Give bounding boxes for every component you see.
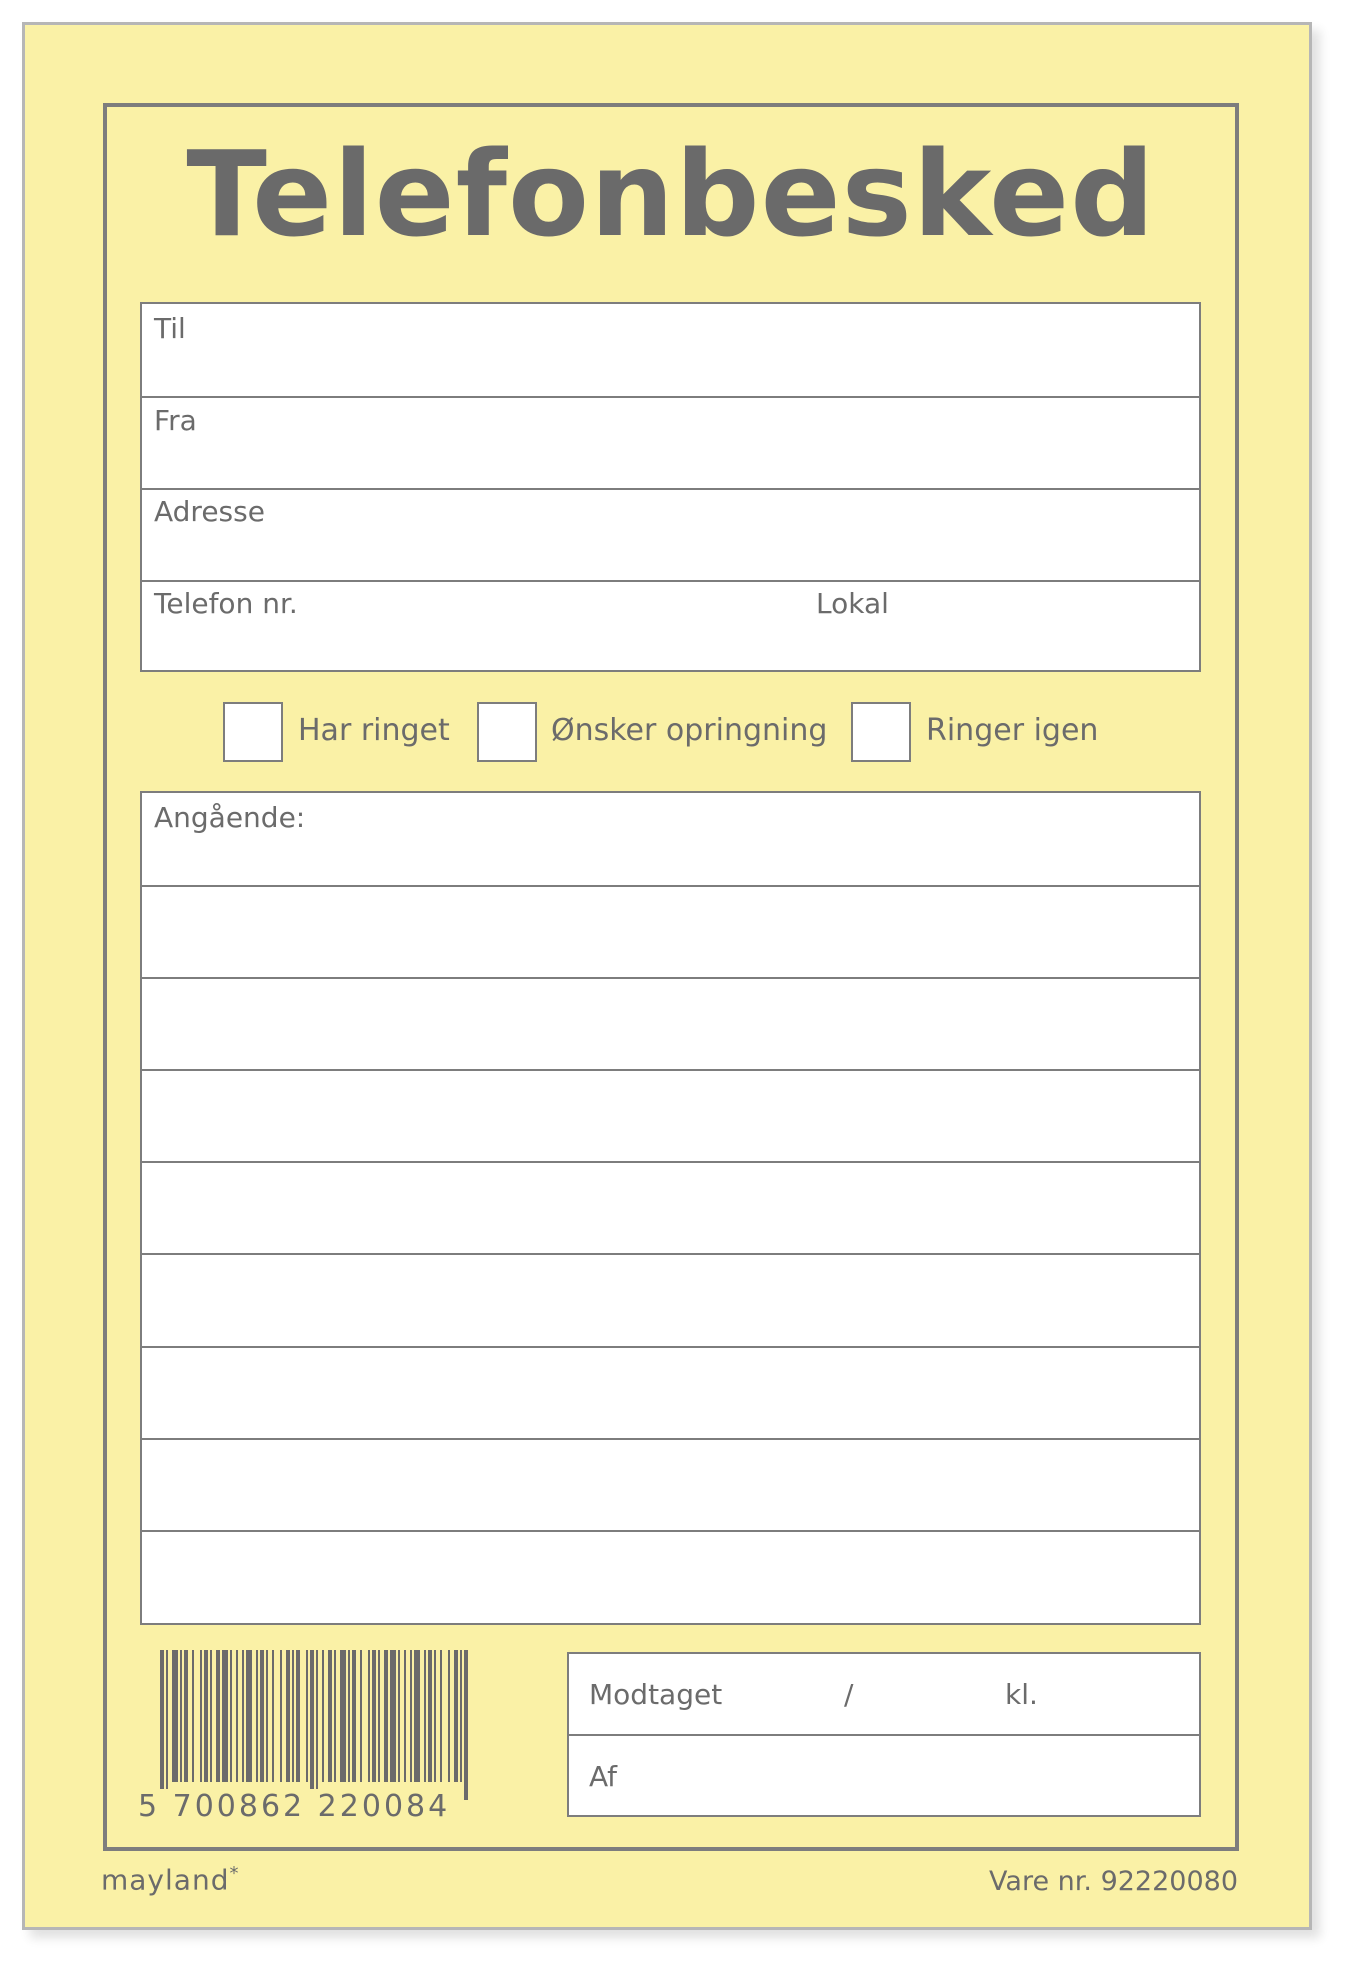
- af-label: Af: [589, 1760, 618, 1793]
- barcode-bar: [464, 1650, 468, 1800]
- barcode-bar: [296, 1650, 300, 1782]
- barcode-bar: [424, 1650, 426, 1782]
- barcode-bar: [260, 1650, 264, 1782]
- barcode-bar: [378, 1650, 380, 1782]
- message-line: [142, 1069, 1199, 1071]
- barcode-bar: [166, 1650, 168, 1800]
- message-line: [142, 885, 1199, 887]
- date-slash: /: [844, 1678, 854, 1711]
- barcode-bar: [216, 1650, 220, 1782]
- fra-label: Fra: [154, 404, 197, 437]
- message-line: [142, 1253, 1199, 1255]
- barcode-bar: [460, 1650, 462, 1782]
- barcode-bar: [410, 1650, 412, 1782]
- barcode-bar: [384, 1650, 388, 1782]
- angaende-label: Angående:: [154, 801, 306, 834]
- kl-label: kl.: [1005, 1678, 1038, 1711]
- barcode-bar: [172, 1650, 178, 1782]
- barcode-bar: [210, 1650, 212, 1782]
- message-line: [142, 977, 1199, 979]
- brand-name: mayland: [101, 1863, 230, 1897]
- barcode-bar: [286, 1650, 290, 1782]
- til-label: Til: [154, 312, 186, 345]
- modtaget-field[interactable]: [569, 1654, 1199, 1734]
- har-ringet-label: Har ringet: [298, 713, 450, 748]
- message-box[interactable]: [140, 791, 1201, 1625]
- brand-logo: [101, 1863, 239, 1896]
- barcode-bar: [230, 1650, 232, 1782]
- barcode-bar: [448, 1650, 450, 1782]
- barcode-bar: [340, 1650, 346, 1782]
- onsker-opringning-label: Ønsker opringning: [551, 713, 828, 748]
- adresse-field[interactable]: [142, 490, 1199, 580]
- contact-box: [140, 302, 1201, 672]
- barcode-bar: [200, 1650, 202, 1782]
- receipt-box: [567, 1652, 1201, 1817]
- barcode-bar: [292, 1650, 294, 1782]
- har-ringet-checkbox[interactable]: [223, 702, 283, 762]
- barcode-bar: [454, 1650, 458, 1782]
- barcode-number: 5 700862 220084: [138, 1789, 451, 1824]
- adresse-label: Adresse: [154, 495, 265, 528]
- barcode-bar: [322, 1650, 324, 1782]
- barcode-bar: [434, 1650, 436, 1782]
- barcode-bar: [440, 1650, 442, 1782]
- barcode-bar: [352, 1650, 356, 1782]
- barcode-bar: [236, 1650, 238, 1782]
- barcode-bar: [184, 1650, 188, 1782]
- barcode-bar: [256, 1650, 258, 1782]
- barcode-bar: [160, 1650, 164, 1800]
- barcode-bar: [316, 1650, 318, 1800]
- barcode-bar: [266, 1650, 268, 1782]
- message-line: [142, 1438, 1199, 1440]
- message-line: [142, 1530, 1199, 1532]
- barcode-bar: [280, 1650, 282, 1782]
- af-field[interactable]: [569, 1736, 1199, 1815]
- barcode-bar: [390, 1650, 396, 1782]
- barcode-bar: [372, 1650, 376, 1782]
- message-line: [142, 1161, 1199, 1163]
- brand-mark: *: [229, 1863, 240, 1884]
- lokal-label: Lokal: [816, 587, 889, 620]
- onsker-opringning-checkbox[interactable]: [477, 702, 537, 762]
- barcode-bar: [222, 1650, 228, 1782]
- barcode-bar: [404, 1650, 406, 1782]
- item-number: Vare nr. 92220080: [989, 1866, 1238, 1897]
- fra-field[interactable]: [142, 398, 1199, 488]
- ringer-igen-label: Ringer igen: [926, 713, 1099, 748]
- barcode-bar: [348, 1650, 350, 1782]
- barcode-bar: [360, 1650, 362, 1782]
- barcode-bar: [246, 1650, 252, 1782]
- barcode-bar: [310, 1650, 314, 1800]
- barcode-bar: [242, 1650, 244, 1782]
- barcode-bar: [414, 1650, 420, 1782]
- barcode-bar: [368, 1650, 370, 1782]
- barcode-bar: [204, 1650, 208, 1782]
- til-field[interactable]: [142, 304, 1199, 396]
- telefon-label: Telefon nr.: [154, 587, 298, 620]
- barcode-bar: [180, 1650, 182, 1782]
- barcode: [160, 1650, 472, 1800]
- barcode-bar: [306, 1650, 308, 1782]
- modtaget-label: Modtaget: [589, 1678, 723, 1711]
- barcode-bar: [398, 1650, 400, 1782]
- message-line: [142, 1346, 1199, 1348]
- telefon-field[interactable]: [142, 582, 1199, 670]
- page-title: Telefonbesked: [186, 125, 1156, 263]
- barcode-bar: [192, 1650, 194, 1782]
- barcode-bar: [428, 1650, 432, 1782]
- barcode-bar: [272, 1650, 274, 1782]
- barcode-bar: [334, 1650, 336, 1782]
- barcode-bar: [328, 1650, 332, 1782]
- ringer-igen-checkbox[interactable]: [851, 702, 911, 762]
